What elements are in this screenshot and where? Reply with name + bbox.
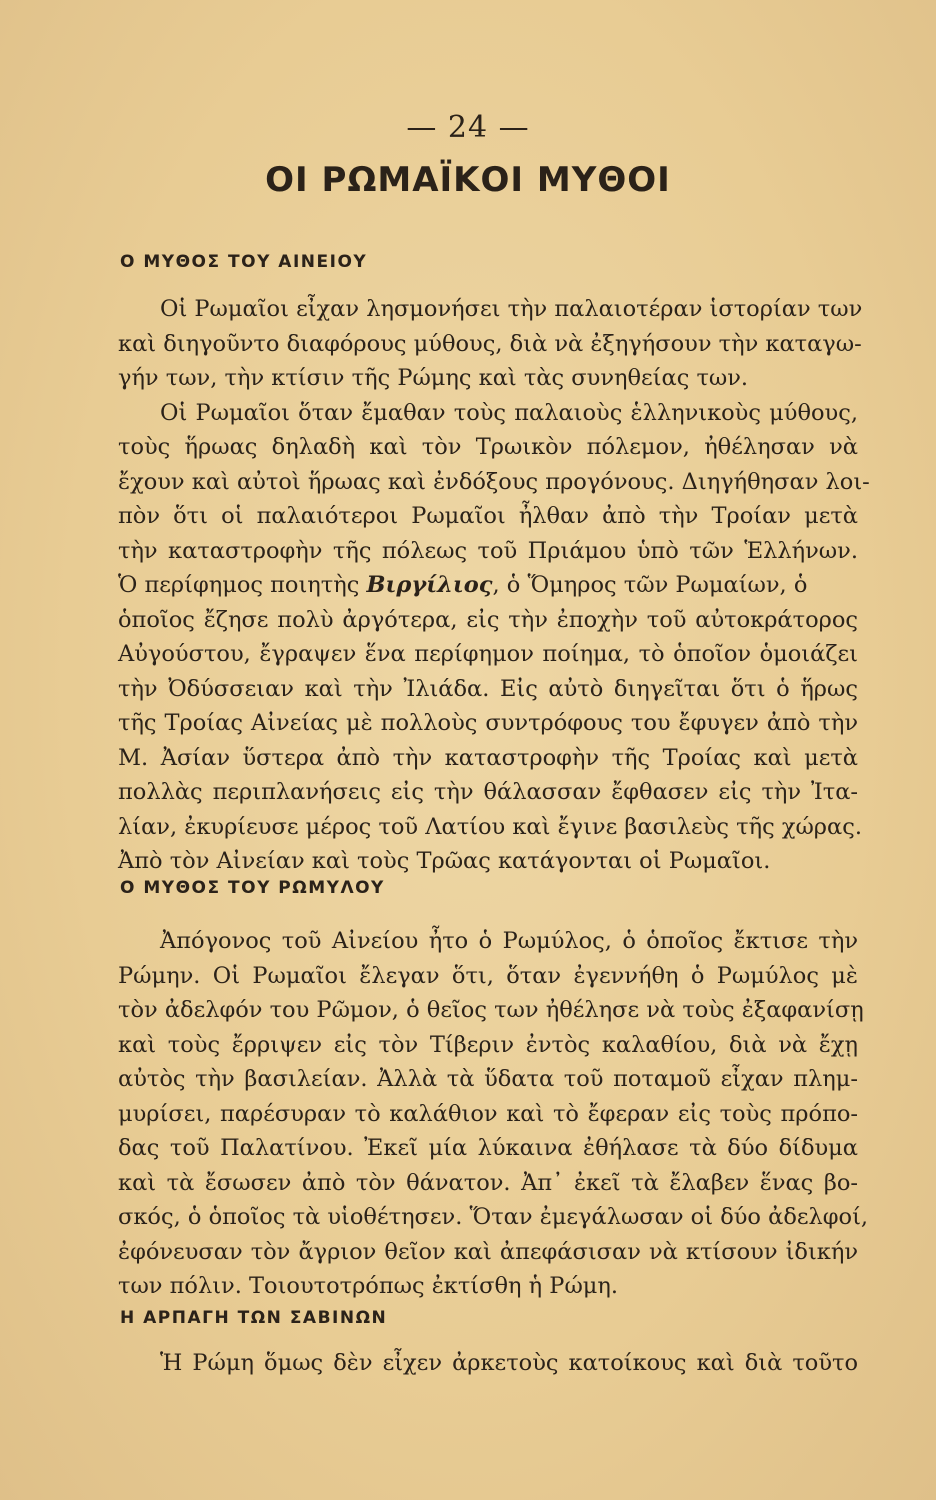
text-line: Ἡ Ρώμη ὅμως δὲν εἶχεν ἀρκετοὺς κατοίκους καὶ διὰ τοῦτο xyxy=(160,1350,858,1376)
page-number: — 24 — xyxy=(406,110,530,145)
chapter-title: ΟΙ ΡΩΜΑΪΚΟΙ ΜΥΘΟΙ xyxy=(265,160,671,200)
text-line: αὐτὸς τὴν βασιλείαν. Ἀλλὰ τὰ ὕδατα τοῦ ποταμοῦ εἶχαν πλημ- xyxy=(118,1066,858,1092)
text-line: Οἱ Ρωμαῖοι εἶχαν λησμονήσει τὴν παλαιοτέραν ἱστορίαν των xyxy=(160,296,863,322)
section-heading-sabines: Η ΑΡΠΑΓΗ ΤΩΝ ΣΑΒΙΝΩΝ xyxy=(120,1308,388,1328)
text-line: σκός, ὁ ὁποῖος τὰ υἱοθέτησεν. Ὅταν ἐμεγάλωσαν οἱ δύο ἀδελφοί, xyxy=(118,1204,869,1230)
section-body-sabines xyxy=(118,1346,858,1381)
text-line: Μ. Ἀσίαν ὕστερα ἀπὸ τὴν καταστροφὴν τῆς Τροίας καὶ μετὰ xyxy=(118,744,858,771)
text-line: τὴν καταστροφὴν τῆς πόλεως τοῦ Πριάμου ὑπὸ τῶν Ἑλλήνων. xyxy=(118,537,858,564)
section-body-aeneas xyxy=(118,292,870,879)
text-line: των πόλιν. Τοιουτοτρόπως ἐκτίσθη ἡ Ρώμη. xyxy=(118,1273,619,1299)
text-line: Οἱ Ρωμαῖοι ὅταν ἔμαθαν τοὺς παλαιοὺς ἑλληνικοὺς μύθους, xyxy=(160,399,858,426)
text-line: τὴν Ὀδύσσειαν καὶ τὴν Ἰλιάδα. Εἰς αὐτὸ διηγεῖται ὅτι ὁ ἥρως xyxy=(118,675,858,702)
text-fragment: Ὁ περίφημος ποιητὴς xyxy=(118,572,360,598)
section-heading-aeneas: Ο ΜΥΘΟΣ ΤΟΥ ΑΙΝΕΙΟΥ xyxy=(120,252,368,272)
text-line: ἐφόνευσαν τὸν ἄγριον θεῖον καὶ ἀπεφάσισαν νὰ κτίσουν ἰδικήν xyxy=(118,1238,858,1265)
text-line: γήν των, τὴν κτίσιν τῆς Ρώμης καὶ τὰς συνηθείας των. xyxy=(118,365,749,391)
text-line: τῆς Τροίας Αἰνείας μὲ πολλοὺς συντρόφους του ἔφυγεν ἀπὸ τὴν xyxy=(118,710,858,736)
text-line xyxy=(118,568,858,603)
text-line: ἔχουν καὶ αὐτοὶ ἥρωας καὶ ἐνδόξους προγόνους. Διηγήθησαν λοι- xyxy=(118,468,870,495)
text-line: Αὐγούστου, ἔγραψεν ἕνα περίφημον ποίημα, τὸ ὁποῖον ὁμοιάζει xyxy=(118,641,858,667)
text-line: τοὺς ἥρωας δηλαδὴ καὶ τὸν Τρωικὸν πόλεμον, ἠθέλησαν νὰ xyxy=(118,434,858,460)
section-body-romulus xyxy=(118,924,869,1304)
text-line: Ἀπόγονος τοῦ Αἰνείου ἦτο ὁ Ρωμύλος, ὁ ὁποῖος ἔκτισε τὴν xyxy=(160,928,858,954)
text-line: Ἀπὸ τὸν Αἰνείαν καὶ τοὺς Τρῶας κατάγονται οἱ Ρωμαῖοι. xyxy=(118,848,771,874)
text-line: καὶ διηγοῦντο διαφόρους μύθους, διὰ νὰ ἐξηγήσουν τὴν καταγω- xyxy=(118,330,862,357)
text-line: λίαν, ἐκυρίευσε μέρος τοῦ Λατίου καὶ ἔγινε βασιλεὺς τῆς χώρας. xyxy=(118,813,862,840)
text-fragment: , ὁ Ὅμηρος τῶν Ρωμαίων, ὁ xyxy=(492,572,808,598)
text-line: τὸν ἀδελφόν του Ρῶμον, ὁ θεῖος των ἠθέλησε νὰ τοὺς ἐξαφανίσῃ xyxy=(118,997,864,1023)
text-line: ὁποῖος ἔζησε πολὺ ἀργότερα, εἰς τὴν ἐποχὴν τοῦ αὐτοκράτορος xyxy=(118,606,858,633)
text-line: μυρίσει, παρέσυραν τὸ καλάθιον καὶ τὸ ἔφεραν εἰς τοὺς πρόπο- xyxy=(118,1100,858,1127)
text-line: πολλὰς περιπλανήσεις εἰς τὴν θάλασσαν ἔφθασεν εἰς τὴν Ἰτα- xyxy=(118,779,858,805)
text-line: πὸν ὅτι οἱ παλαιότεροι Ρωμαῖοι ἦλθαν ἀπὸ τὴν Τροίαν μετὰ xyxy=(118,503,858,529)
text-line: δας τοῦ Παλατίνου. Ἐκεῖ μία λύκαινα ἐθήλασε τὰ δύο δίδυμα xyxy=(118,1135,858,1161)
section-heading-romulus: Ο ΜΥΘΟΣ ΤΟΥ ΡΩΜΥΛΟΥ xyxy=(120,878,385,898)
text-line: Ρώμην. Οἱ Ρωμαῖοι ἔλεγαν ὅτι, ὅταν ἐγεννήθη ὁ Ρωμύλος μὲ xyxy=(118,962,858,989)
poet-name-virgil: Βιργίλιος xyxy=(366,572,493,598)
text-line: καὶ τὰ ἔσωσεν ἀπὸ τὸν θάνατον. Ἀπ᾿ ἐκεῖ τὰ ἔλαβεν ἕνας βο- xyxy=(118,1169,858,1196)
text-line: καὶ τοὺς ἔρριψεν εἰς τὸν Τίβεριν ἐντὸς καλαθίου, διὰ νὰ ἔχῃ xyxy=(118,1031,858,1058)
